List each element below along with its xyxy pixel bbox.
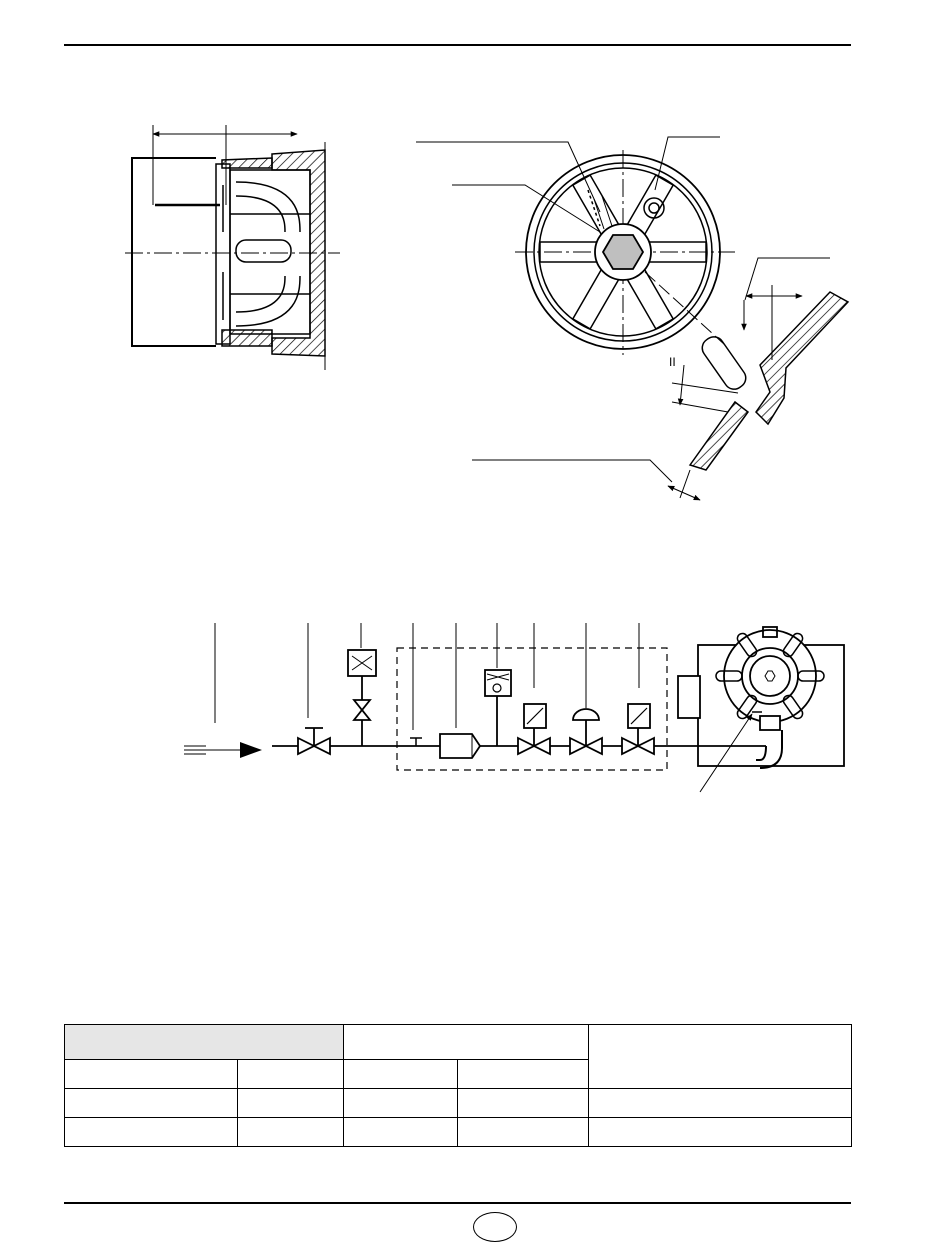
table-cell	[65, 1089, 238, 1118]
table-cell	[458, 1089, 589, 1118]
mark-label: II	[669, 355, 676, 369]
table-cell	[589, 1118, 852, 1147]
footer-rule	[64, 1202, 851, 1204]
table-cell	[238, 1118, 344, 1147]
table-row	[65, 1025, 852, 1060]
table-row	[65, 1089, 852, 1118]
table-header-cell	[65, 1025, 344, 1060]
table-header-cell	[589, 1025, 852, 1089]
table-cell	[344, 1060, 458, 1089]
table-cell	[65, 1118, 238, 1147]
table-cell	[458, 1118, 589, 1147]
table-cell	[238, 1060, 344, 1089]
table-header-cell	[344, 1025, 589, 1060]
table-cell	[458, 1060, 589, 1089]
table-cell	[238, 1089, 344, 1118]
table-cell	[65, 1060, 238, 1089]
table-cell	[344, 1118, 458, 1147]
spec-table	[64, 1024, 852, 1147]
table-cell	[589, 1089, 852, 1118]
table-cell	[344, 1089, 458, 1118]
table-row	[65, 1118, 852, 1147]
inlet-arrow-icon	[240, 742, 262, 758]
page-number-badge	[473, 1212, 517, 1242]
